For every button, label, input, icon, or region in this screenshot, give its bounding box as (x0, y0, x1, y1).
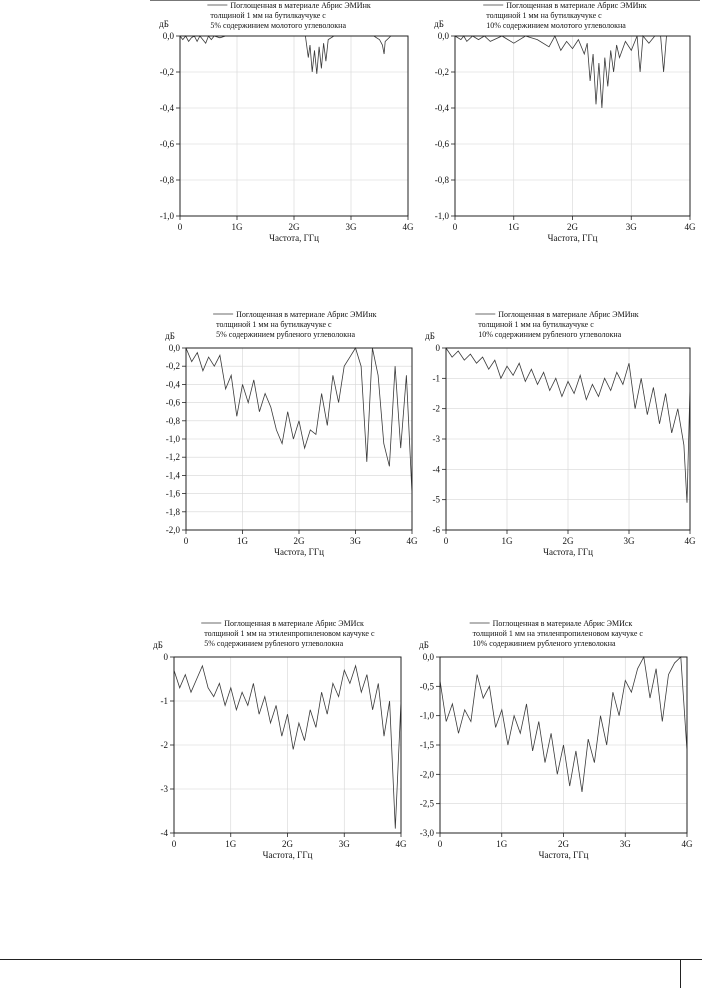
chart-2-y-tick-label: -0,8 (434, 175, 449, 185)
chart-4-y-tick-label: -2 (432, 403, 440, 414)
chart-3-y-tick-label: 0,0 (168, 343, 180, 353)
chart-6-x-tick-label: 1G (496, 839, 508, 849)
chart-3-y-tick-label: -0,8 (165, 415, 180, 426)
chart-5-ylabel: дБ (153, 640, 163, 650)
chart-6-y-tick-label: -2,0 (419, 769, 434, 780)
chart-3-x-tick-label: 2G (293, 536, 305, 546)
chart-2-legend-line: 10% содержинием молотого углеволокна (486, 21, 626, 30)
chart-4-x-tick-label: 1G (501, 536, 513, 546)
chart-4-legend-line: 10% содержинием рубленого углеволокна (478, 330, 622, 339)
chart-6-legend-line: 10% содержинием рубленого углеволокна (472, 639, 616, 648)
chart-3-legend-line: толщиной 1 мм на бутилкаучуке с (216, 320, 332, 329)
chart-5-y-tick-label: -4 (160, 828, 168, 838)
chart-1-y-tick-label: 0,0 (162, 31, 174, 41)
chart-1-x-tick-label: 1G (231, 222, 243, 232)
chart-5-x-tick-label: 2G (282, 839, 293, 849)
chart-6-y-tick-label: -3,0 (419, 828, 434, 838)
chart-3-y-tick-label: -2,0 (165, 525, 180, 535)
chart-6-xlabel: Частота, ГГц (538, 850, 589, 860)
chart-3-y-tick-label: -1,4 (165, 470, 180, 481)
chart-5-y-tick-label: -3 (160, 784, 168, 794)
chart-5-legend-line: толщиной 1 мм на этиленпропиленовом каучуке с (204, 629, 375, 638)
chart-1-y-tick-label: -0,8 (159, 175, 174, 185)
chart-6-y-tick-label: -2,5 (419, 798, 434, 809)
chart-4-y-tick-label: -3 (432, 434, 440, 444)
chart-3-y-tick-label: -0,6 (165, 397, 180, 408)
chart-1-x-tick-label: 3G (345, 222, 357, 232)
chart-1-legend-line: 5% содержинием молотого углеволокна (210, 21, 347, 30)
chart-2-y-tick-label: 0,0 (437, 31, 449, 41)
chart-2-legend-line: Поглощенная в материале Абрис ЭМИнк (506, 1, 647, 10)
chart-1-legend-line: толщиной 1 мм на бутилкаучуке с (210, 11, 326, 20)
chart-4-x-tick-label: 0 (443, 536, 449, 546)
chart-6-y-tick-label: -1,0 (419, 710, 434, 721)
chart-2-x-tick-label: 0 (452, 222, 458, 232)
chart-3-y-tick-label: -0,2 (165, 361, 180, 372)
chart-5-x-tick-label: 3G (338, 839, 350, 849)
chart-3-y-tick-label: -1,2 (165, 452, 180, 463)
chart-5-xlabel: Частота, ГГц (262, 850, 313, 860)
chart-4-legend-line: Поглощенная в материале Абрис ЭМИнк (498, 310, 639, 319)
chart-3-x-tick-label: 4G (406, 536, 418, 546)
chart-6-legend-line: толщиной 1 мм на этиленпропиленовом каучуке с (472, 629, 643, 638)
chart-4-y-tick-label: -5 (432, 494, 440, 505)
chart-4-x-tick-label: 2G (562, 536, 574, 546)
chart-3-x-tick-label: 1G (237, 536, 248, 546)
chart-5-x-tick-label: 1G (225, 839, 237, 849)
chart-3-y-tick-label: -1,0 (165, 434, 180, 444)
chart-3-x-tick-label: 3G (350, 536, 361, 546)
chart-3-y-tick-label: -0,4 (165, 379, 180, 390)
chart-1-y-tick-label: -0,4 (159, 103, 174, 113)
chart-4-y-tick-label: -6 (432, 525, 440, 535)
chart-2-y-tick-label: -0,4 (434, 103, 449, 113)
chart-2-y-tick-label: -0,2 (434, 67, 449, 77)
chart-4-y-tick-label: -4 (432, 464, 440, 475)
chart-4-x-tick-label: 4G (684, 536, 696, 546)
chart-2-x-tick-label: 2G (567, 222, 578, 232)
chart-1-y-tick-label: -1,0 (159, 211, 174, 221)
chart-5-y-tick-label: -1 (160, 696, 168, 706)
chart-1-x-tick-label: 2G (288, 222, 300, 232)
chart-3-xlabel: Частота, ГГц (274, 547, 324, 557)
chart-2-xlabel: Частота, ГГц (547, 233, 598, 243)
chart-1-xlabel: Частота, ГГц (269, 233, 319, 243)
chart-5-legend-line: Поглощенная в материале Абрис ЭМИск (224, 619, 364, 628)
chart-4-ylabel: дБ (425, 331, 435, 341)
chart-6-y-tick-label: -0,5 (419, 681, 434, 692)
chart-6-x-tick-label: 3G (619, 839, 631, 849)
chart-6-x-tick-label: 0 (437, 839, 443, 849)
chart-6-legend-line: Поглощенная в материале Абрис ЭМИск (492, 619, 633, 628)
chart-3-legend-line: Поглощенная в материале Абрис ЭМИнк (236, 310, 377, 319)
chart-3-ylabel: дБ (165, 331, 175, 341)
chart-3-y-tick-label: -1,8 (165, 506, 180, 517)
chart-5-x-tick-label: 0 (171, 839, 177, 849)
chart-4-x-tick-label: 3G (623, 536, 635, 546)
chart-2-x-tick-label: 4G (684, 222, 696, 232)
chart-2-x-tick-label: 3G (625, 222, 637, 232)
chart-2-y-tick-label: -0,6 (434, 139, 449, 149)
chart-4-y-tick-label: -1 (432, 373, 440, 384)
footer-rule (0, 959, 680, 960)
chart-6-y-tick-label: 0,0 (422, 652, 434, 662)
chart-1-x-tick-label: 0 (177, 222, 183, 232)
chart-1-y-tick-label: -0,2 (159, 67, 174, 77)
chart-2-y-tick-label: -1,0 (434, 211, 449, 221)
chart-5-y-tick-label: -2 (160, 740, 168, 750)
chart-2-legend-line: толщиной 1 мм на бутилкаучуке с (486, 11, 602, 20)
chart-6-x-tick-label: 2G (558, 839, 569, 849)
chart-3-x-tick-label: 0 (183, 536, 189, 546)
chart-3-legend-line: 5% содержинием рубленого углеволокна (216, 330, 356, 339)
chart-5-y-tick-label: 0 (163, 652, 168, 662)
page-number-box (680, 959, 702, 988)
chart-2-ylabel: дБ (434, 19, 444, 29)
chart-2-x-tick-label: 1G (508, 222, 520, 232)
chart-1-ylabel: дБ (159, 19, 169, 29)
chart-1-x-tick-label: 4G (402, 222, 414, 232)
chart-3-y-tick-label: -1,6 (165, 488, 180, 499)
chart-4-legend-line: толщиной 1 мм на бутилкаучуке с (478, 320, 594, 329)
chart-1-y-tick-label: -0,6 (159, 139, 174, 149)
chart-6-y-tick-label: -1,5 (419, 740, 434, 750)
chart-6-ylabel: дБ (419, 640, 429, 650)
chart-5-x-tick-label: 4G (395, 839, 407, 849)
chart-4-xlabel: Частота, ГГц (543, 547, 593, 557)
chart-6-x-tick-label: 4G (681, 839, 693, 849)
chart-5-legend-line: 5% содержинием рубленого углеволокна (204, 639, 344, 648)
chart-1-legend-line: Поглощенная в материале Абрис ЭМИнк (230, 1, 371, 10)
chart-4-y-tick-label: 0 (435, 343, 440, 353)
